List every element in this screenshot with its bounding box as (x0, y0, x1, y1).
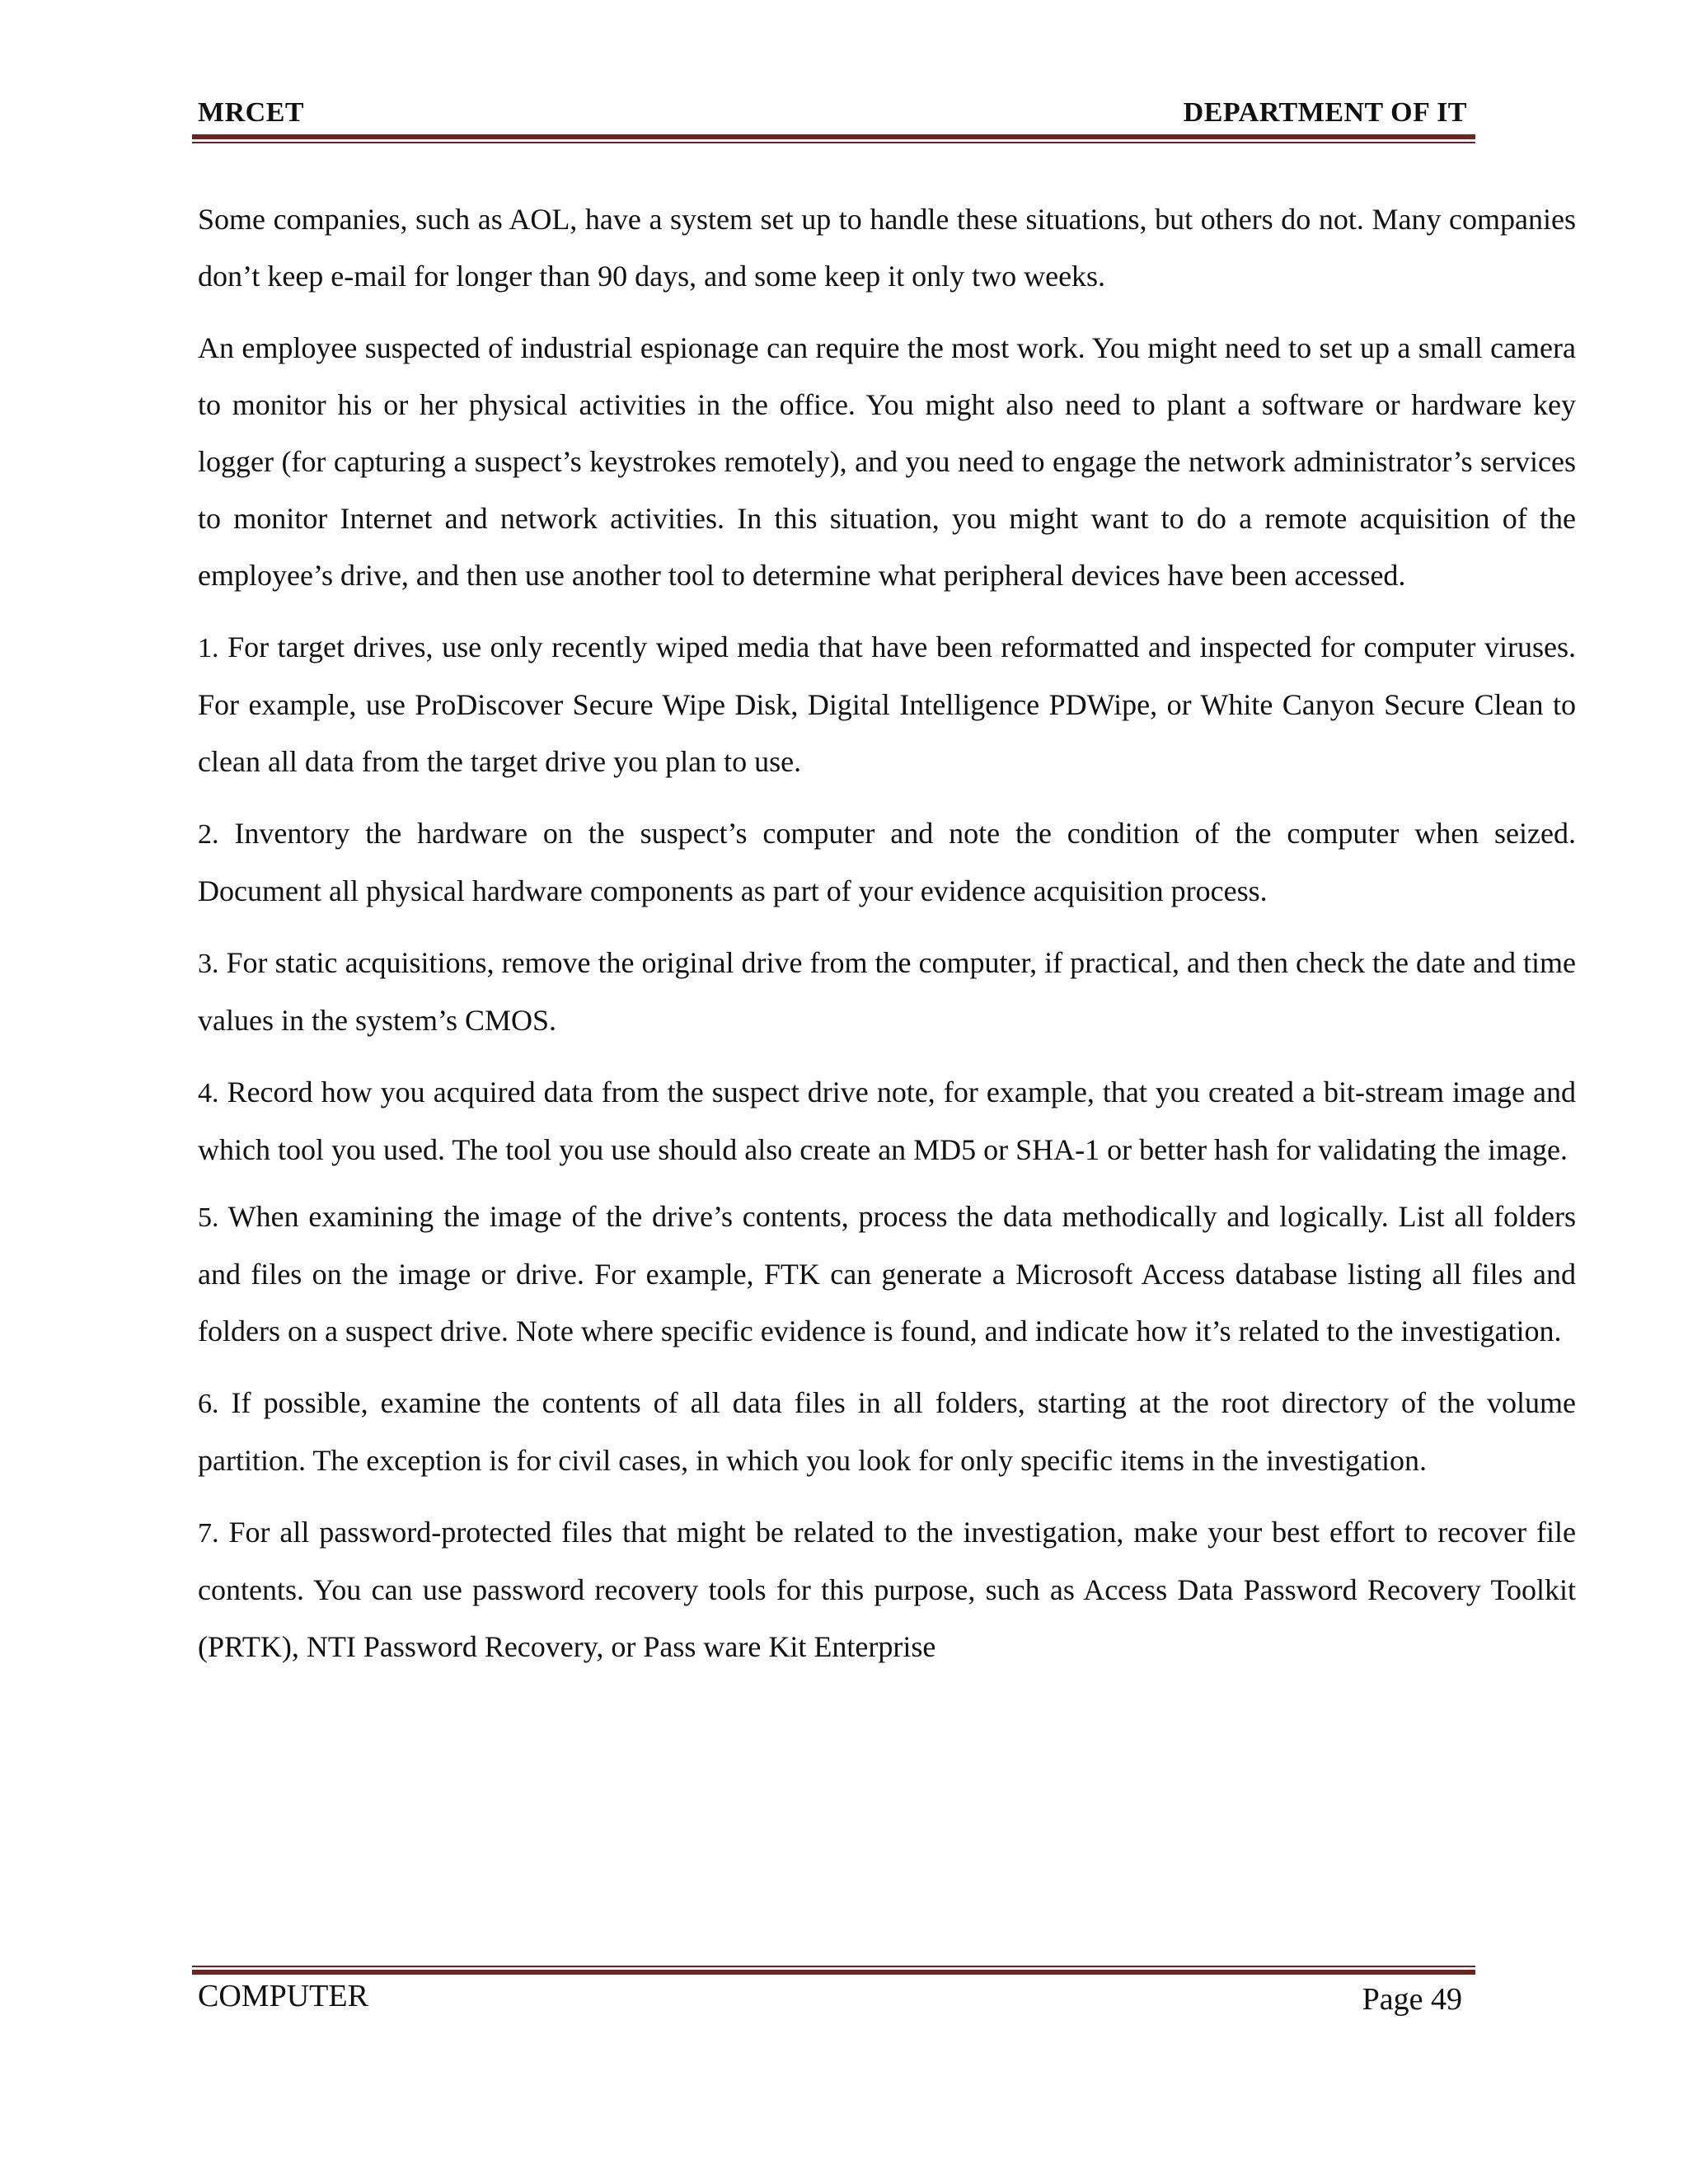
step-item (198, 619, 1576, 790)
step-number: 3. (198, 949, 219, 979)
step-item (198, 805, 1576, 920)
step-number: 6. (198, 1389, 219, 1419)
step-item (198, 1375, 1576, 1489)
page-footer (198, 1978, 1474, 2019)
page-body (198, 191, 1576, 1690)
step-item (198, 935, 1576, 1049)
step-item (198, 1064, 1576, 1179)
step-text: For all password-protected files that might be related to the investigation, make your best effort to recover file contents. You can use password recovery tools for this purpose, such as Access Data Password Recovery Toolkit (PRTK), NTI Password Recovery, or Pass ware Kit Enterprise (198, 1516, 1577, 1663)
page-number: Page 49 (1362, 1982, 1462, 2017)
step-item (198, 1504, 1576, 1675)
step-text: When examining the image of the drive’s contents, process the data methodically and logically. List all folders and files on the image or drive. For example, FTK can generate a Microsoft Access database listing all files and folders on a suspect drive. Note where specific evidence is found, and indicate how it’s related to the investigation. (198, 1200, 1576, 1347)
paragraph-email-retention: Some companies, such as AOL, have a system set up to handle these situations, but others do not. Many companies don’t keep e-mail for longer than 90 days, and some keep it only two weeks. (198, 203, 1576, 293)
step-number: 2. (198, 819, 219, 850)
step-text: If possible, examine the contents of all data files in all folders, starting at the root directory of the volume partition. The exception is for civil cases, in which you look for only specific items in the investigation. (198, 1386, 1576, 1477)
header-rule (192, 134, 1475, 143)
footer-subject: COMPUTER (198, 1979, 368, 2013)
step-number: 1. (198, 633, 219, 663)
header-institution: MRCET (198, 97, 305, 128)
page-header (198, 97, 1474, 134)
step-number: 4. (198, 1078, 219, 1108)
paragraph-industrial-espionage: An employee suspected of industrial espionage can require the most work. You might need to set up a small camera to monitor his or her physical activities in the office. You might also need to plant a software or hardware key logger (for capturing a suspect’s keystrokes remotely), and you need to engage the network administrator’s services to monitor Internet and network activities. In this situation, you might want to do a remote acquisition of the employee’s drive, and then use another tool to determine what peripheral devices have been accessed. (198, 331, 1576, 592)
step-number: 7. (198, 1518, 219, 1549)
step-number: 5. (198, 1202, 219, 1233)
step-text: For target drives, use only recently wiped media that have been reformatted and inspected for computer viruses. For example, use ProDiscover Secure Wipe Disk, Digital Intelligence PDWipe, or White Canyon Secure Clean to clean all data from the target drive you plan to use. (198, 630, 1576, 778)
step-text: For static acquisitions, remove the original drive from the computer, if practical, and then check the date and time values in the system’s CMOS. (198, 946, 1577, 1037)
header-department: DEPARTMENT OF IT (1183, 97, 1467, 128)
footer-rule (192, 1966, 1475, 1975)
step-text: Record how you acquired data from the suspect drive note, for example, that you created a bit-stream image and which tool you used. The tool you use should also create an MD5 or SHA-1 or better hash for validating the image. (198, 1076, 1576, 1166)
step-item (198, 1188, 1576, 1360)
step-text: Inventory the hardware on the suspect’s computer and note the condition of the computer when seized. Document all physical hardware components as part of your evidence acquisition process. (198, 817, 1576, 907)
